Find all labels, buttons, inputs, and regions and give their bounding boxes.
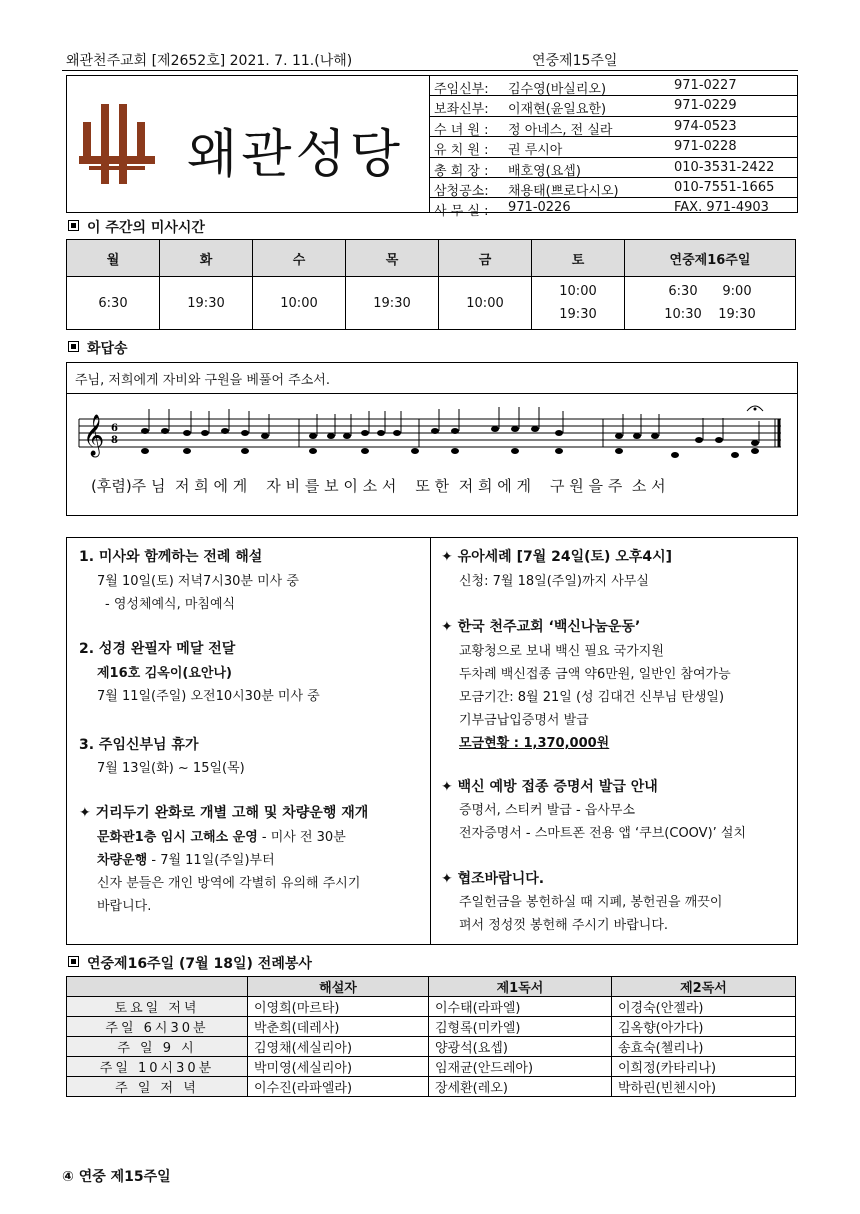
- table-row: 토요일 저녁 이영희(마르타) 이수태(라파엘) 이경숙(안젤라): [67, 997, 796, 1017]
- parish-name: 왜관성당: [187, 125, 404, 185]
- page-footer: ④ 연중 제15주일: [62, 1169, 171, 1185]
- header-divider: [62, 70, 798, 71]
- staff-row: 주임신부: 김수영(바실리오) 971-0227: [430, 76, 797, 96]
- notice-line: 7월 10일(토) 저녁7시30분 미사 중: [97, 574, 299, 589]
- serving-section-title: 연중제16주일 (7월 18일) 전례봉사: [68, 953, 312, 973]
- notice-title: ✦ 협조바랍니다.: [441, 871, 545, 887]
- square-bullet-icon: [68, 956, 79, 967]
- day-header: 토: [532, 240, 625, 277]
- notice-title: 3. 주임신부님 휴가: [79, 737, 199, 753]
- notice-line: 기부금납입증명서 발급: [459, 713, 589, 728]
- notices-box: [66, 537, 798, 945]
- mass-time: 19:30: [346, 277, 439, 330]
- psalm-lyrics: (후렴)주 님 저 희 에 게 자 비 를 보 이 소 서 또 한 저 희 에 게 구 원 을 주 소 서: [91, 477, 666, 495]
- day-header: 금: [439, 240, 532, 277]
- notice-title: 2. 성경 완필자 메달 전달: [79, 641, 236, 657]
- psalm-section-title: 화답송: [68, 338, 128, 358]
- notice-line: 신청: 7월 18일(주일)까지 사무실: [459, 574, 649, 589]
- notice-line: 차량운행 - 7월 11일(주일)부터: [97, 853, 275, 868]
- notice-title: ✦ 거리두기 완화로 개별 고해 및 차량운행 재개: [79, 805, 369, 821]
- square-bullet-icon: [68, 220, 79, 231]
- table-row: 주 일 저 녁 이수진(라파엘라) 장세환(레오) 박하린(빈첸시아): [67, 1077, 796, 1097]
- page-number: ④: [62, 1169, 74, 1185]
- notice-line: 7월 13일(화) ~ 15일(목): [97, 761, 245, 776]
- music-score-icon: [75, 403, 789, 473]
- day-header: 목: [346, 240, 439, 277]
- psalm-response: 주님, 저희에게 자비와 구원을 베풀어 주소서.: [75, 373, 330, 388]
- psalm-box: [66, 362, 798, 516]
- notice-line: 바랍니다.: [97, 899, 152, 914]
- notice-title: 1. 미사와 함께하는 전례 해설: [79, 549, 263, 565]
- psalm-divider: [67, 393, 797, 394]
- notice-line: - 영성체예식, 마침예식: [105, 597, 236, 612]
- parish-logo-icon: [79, 102, 169, 188]
- notice-line: 펴서 정성껏 봉헌해 주시기 바랍니다.: [459, 918, 669, 933]
- svg-text:6: 6: [111, 423, 118, 434]
- bulletin-issue: 왜관천주교회 [제2652호] 2021. 7. 11.(나해): [66, 53, 353, 69]
- mass-section-title: 이 주간의 미사시간: [68, 217, 205, 237]
- staff-row: 보좌신부: 이재현(윤일요한) 971-0229: [430, 96, 797, 116]
- notice-title: ✦ 유아세례 [7월 24일(토) 오후4시]: [441, 549, 673, 565]
- column-header: [67, 977, 248, 997]
- notice-line: 교황청으로 보내 백신 필요 국가지원: [459, 644, 664, 659]
- svg-text:𝄞: 𝄞: [83, 415, 105, 456]
- column-header: 해설자: [248, 977, 429, 997]
- mass-times-table: [66, 239, 796, 330]
- staff-row: 수 녀 원 : 정 아네스, 전 실라 974-0523: [430, 117, 797, 137]
- staff-table: [430, 76, 797, 218]
- staff-row: 삼청공소: 채용태(쁘로다시오) 010-7551-1665: [430, 178, 797, 198]
- column-header: 제1독서: [429, 977, 612, 997]
- day-header: 연중제16주일: [625, 240, 796, 277]
- notices-divider: [430, 538, 431, 944]
- mass-time: 10:00: [253, 277, 346, 330]
- mass-time: 6:30 9:00 10:30 19:30: [625, 277, 796, 330]
- mass-time: 6:30: [67, 277, 160, 330]
- column-header: 제2독서: [612, 977, 796, 997]
- fundraising-total: 모금현황 : 1,370,000원: [459, 736, 610, 751]
- staff-row: 유 치 원 : 권 루시아 971-0228: [430, 137, 797, 157]
- parish-info-box: [66, 75, 798, 220]
- table-row: 주일 10시30분 박미영(세실리아) 임재균(안드레아) 이희정(카타리나): [67, 1057, 796, 1077]
- day-header: 월: [67, 240, 160, 277]
- notice-line: 신자 분들은 개인 방역에 각별히 유의해 주시기: [97, 876, 361, 891]
- notice-line: 7월 11일(주일) 오전10시30분 미사 중: [97, 689, 320, 704]
- table-row: 주 일 9 시 김영채(세실리아) 양광석(요셉) 송효숙(첼리나): [67, 1037, 796, 1057]
- notice-line: 제16호 김옥이(요안나): [97, 666, 232, 681]
- notice-line: 전자증명서 - 스마트폰 전용 앱 ‘쿠브(COOV)’ 설치: [459, 826, 747, 841]
- square-bullet-icon: [68, 341, 79, 352]
- notice-line: 문화관1층 임시 고해소 운영 - 미사 전 30분: [97, 830, 346, 845]
- notice-line: 모금기간: 8월 21일 (성 김대건 신부님 탄생일): [459, 690, 725, 705]
- staff-row: 총 회 장 : 배호영(요셉) 010-3531-2422: [430, 158, 797, 178]
- svg-text:8: 8: [111, 435, 118, 446]
- notice-line: 주일헌금을 봉헌하실 때 지폐, 봉헌권을 깨끗이: [459, 895, 723, 910]
- notice-title: ✦ 백신 예방 접종 증명서 발급 안내: [441, 779, 658, 795]
- staff-row: 사 무 실 : 971-0226 FAX. 971-4903: [434, 200, 769, 220]
- day-header: 화: [160, 240, 253, 277]
- day-header: 수: [253, 240, 346, 277]
- logo-area: [67, 76, 430, 212]
- notice-line: 두차례 백신접종 금액 약6만원, 일반인 참여가능: [459, 667, 731, 682]
- notice-title: ✦ 한국 천주교회 ‘백신나눔운동’: [441, 619, 641, 635]
- table-row: 주일 6시30분 박춘희(데레사) 김형록(미카엘) 김옥향(아가다): [67, 1017, 796, 1037]
- serving-table: [66, 976, 796, 1097]
- mass-time: 10:00 19:30: [532, 277, 625, 330]
- notice-line: 증명서, 스티커 발급 - 읍사무소: [459, 803, 636, 818]
- mass-time: 10:00: [439, 277, 532, 330]
- liturgical-week: 연중제15주일: [532, 53, 618, 69]
- mass-time: 19:30: [160, 277, 253, 330]
